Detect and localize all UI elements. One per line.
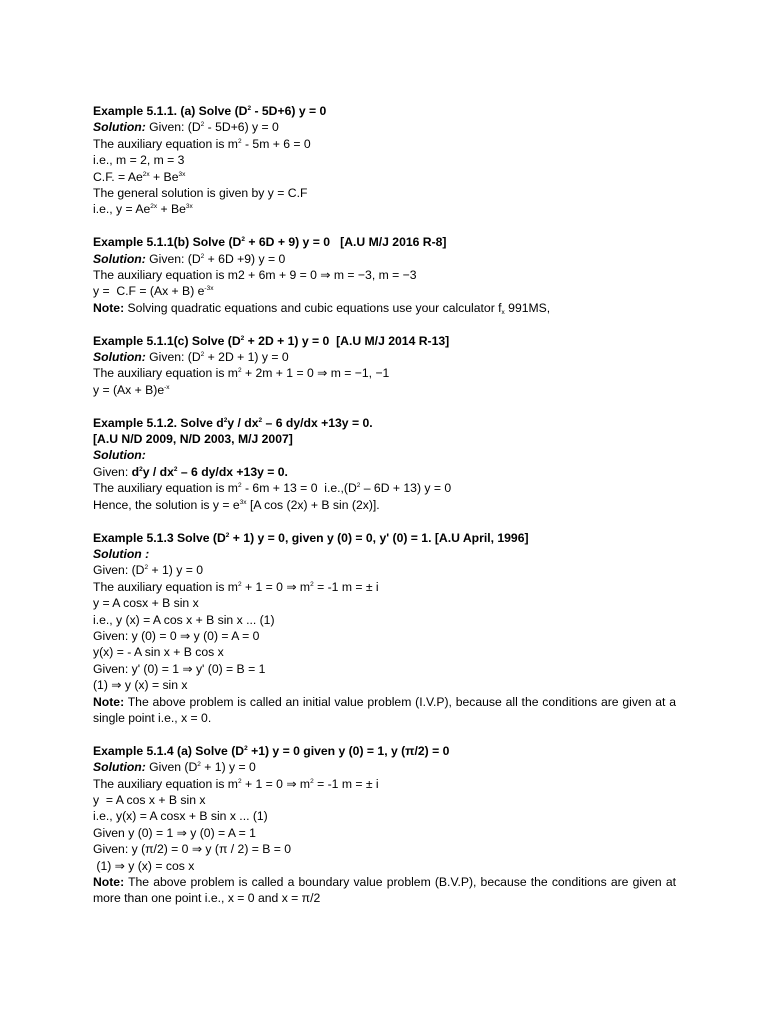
- auxiliary-equation: The auxiliary equation is $m^2 + 1 = 0$ ⇒ $m^2 = -1$ m = ± i: [93, 776, 379, 791]
- spacer: [93, 726, 676, 742]
- auxiliary-equation: The auxiliary equation is m2 + 6m + 9 = 0 ⇒ m = −3, m = −3: [93, 268, 417, 283]
- solution-line: Solution: Given: $(D^2 + 6D +9) y = 0$: [93, 251, 286, 266]
- working-line: i.e., y (x) = A cos x + B sin x ... (1): [93, 612, 275, 627]
- roots-line: i.e., m = 2, m = 3: [93, 153, 185, 168]
- complementary-function: C.F. = $Ae^{2x} + Be^{3x}$: [93, 169, 186, 184]
- solution-result: i.e., $y = Ae^{2x} + Be^{3x}$: [93, 202, 193, 217]
- auxiliary-equation: The auxiliary equation is $m^2 + 2m + 1 = 0$ ⇒ m = −1, −1: [93, 366, 390, 381]
- spacer: [93, 316, 676, 332]
- solution-label: Solution:: [93, 448, 146, 463]
- example-5-1-3-title: Example 5.1.3 Solve $(D^2 + 1) y = 0$, given y (0) = 0, y' (0) = 1. [A.U April, 1996]: [93, 530, 529, 545]
- working-line: y(x) = - A sin x + B cos x: [93, 645, 224, 660]
- example-5-1-1b-title: Example 5.1.1(b) Solve $(D^2 + 6D + 9) y = 0$ [A.U M/J 2016 R-8]: [93, 235, 447, 250]
- auxiliary-equation: The auxiliary equation is $m^2 - 5m + 6 = 0$: [93, 136, 311, 151]
- working-line: Given: y (0) = 0 ⇒ y (0) = A = 0: [93, 628, 260, 643]
- working-line: y = A cos x + B sin x: [93, 792, 206, 807]
- given-line: Given: $d^2y / dx^2 - 6$ dy/dx +13y = 0.: [93, 464, 288, 479]
- working-line: y = A cosx + B sin x: [93, 596, 199, 611]
- working-line: Given y (0) = 1 ⇒ y (0) = A = 1: [93, 825, 256, 840]
- spacer: [93, 218, 676, 234]
- spacer: [93, 398, 676, 414]
- working-line: i.e., y(x) = A cosx + B sin x ... (1): [93, 809, 268, 824]
- working-line: Given: y (π/2) = 0 ⇒ y (π / 2) = B = 0: [93, 842, 292, 857]
- working-line: (1) ⇒ y (x) = cos x: [93, 858, 195, 873]
- solution-result: y = C.F = (Ax + B) $e^{-3x}$: [93, 284, 214, 299]
- solution-line: Solution: Given $(D^2 + 1) y = 0$: [93, 760, 256, 775]
- given-line: Given: $(D^2 + 1) y = 0$: [93, 563, 203, 578]
- example-5-1-1a-title: Example 5.1.1. (a) Solve $(D^2 - 5D+6) y = 0$: [93, 104, 327, 118]
- example-5-1-4a-title: Example 5.1.4 (a) Solve $(D^2 +1) y = 0$ given y (0) = 1, y (π/2) = 0: [93, 743, 450, 758]
- note-paragraph: Note: The above problem is called an initial value problem (I.V.P), because all the conditions are given at a single point i.e., x = 0.: [93, 694, 680, 725]
- document-page: [93, 103, 680, 907]
- auxiliary-equation: The auxiliary equation is $m^2 - 6m + 13 = 0$ $i.e.,(D^2 - 6D + 13) y = 0$: [93, 481, 452, 496]
- solution-result: Hence, the solution is $y = e^{3x}$ [A cos (2x) + B sin (2x)].: [93, 497, 380, 512]
- auxiliary-equation: The auxiliary equation is $m^2 + 1 = 0$ ⇒ $m^2 = -1$ m = ± i: [93, 579, 379, 594]
- working-line: Given: y' (0) = 1 ⇒ y' (0) = B = 1: [93, 661, 266, 676]
- example-5-1-1c-title: Example 5.1.1(c) Solve $(D^2 + 2D + 1) y = 0$ [A.U M/J 2014 R-13]: [93, 333, 450, 348]
- spacer: [93, 513, 676, 529]
- solution-label: Solution :: [93, 546, 150, 561]
- note-line: Note: Solving quadratic equations and cubic equations use your calculator $f_x$ 991MS,: [93, 300, 551, 316]
- solution-line: Solution: Given: $(D^2 - 5D+6) y = 0$: [93, 120, 279, 135]
- note-paragraph: Note: The above problem is called a boundary value problem (B.V.P), because the conditions are given at more than one point i.e., x = 0 and x = π/2: [93, 875, 680, 906]
- solution-line: Solution: Given: $(D^2 + 2D + 1) y = 0$: [93, 350, 289, 365]
- exam-reference: [A.U N/D 2009, N/D 2003, M/J 2007]: [93, 432, 293, 447]
- working-line: (1) ⇒ y (x) = sin x: [93, 678, 188, 693]
- example-5-1-2-title: Example 5.1.2. Solve $d^2y / dx^2 - 6$ dy/dx +13y = 0.: [93, 415, 373, 430]
- general-solution-text: The general solution is given by y = C.F: [93, 186, 308, 201]
- solution-result: $y = (Ax + B)e^{-x}$: [93, 382, 170, 397]
